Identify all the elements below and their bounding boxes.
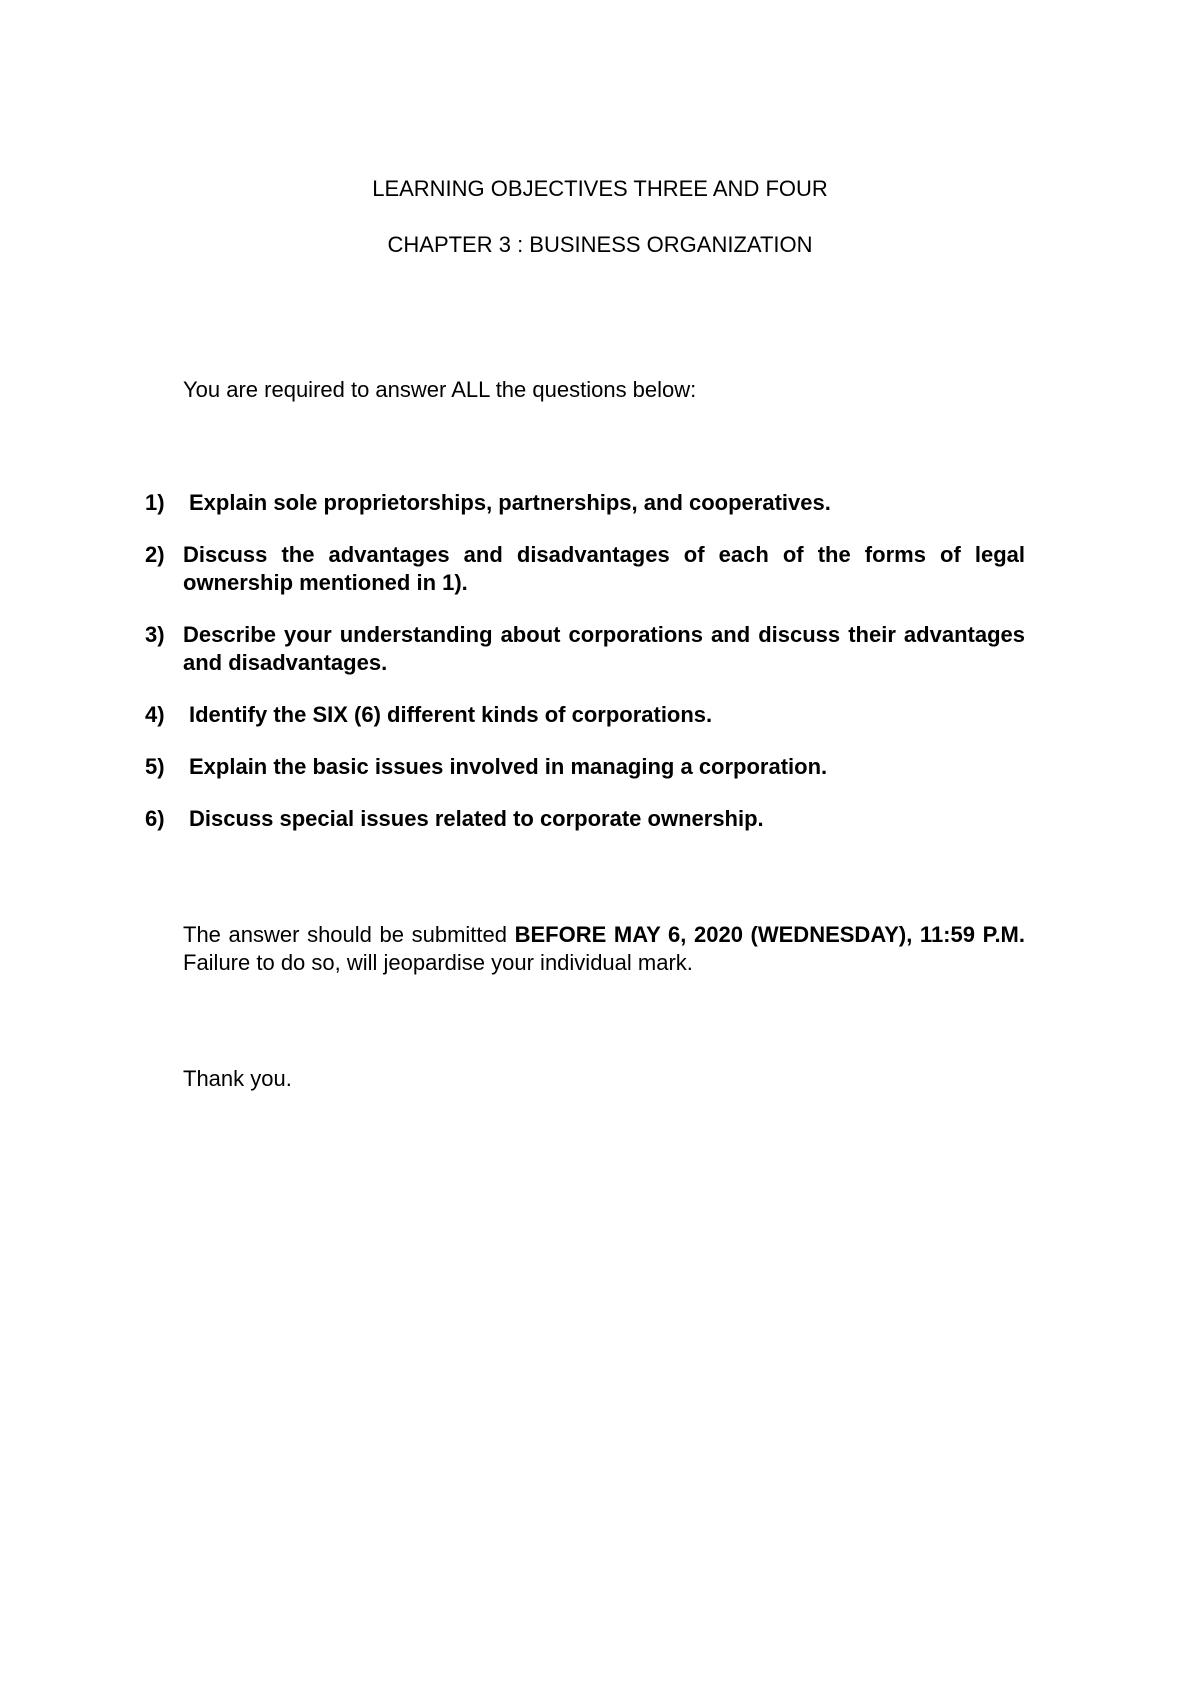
question-item bbox=[145, 489, 1025, 517]
question-number: 6) bbox=[145, 806, 165, 831]
document-heading: LEARNING OBJECTIVES THREE AND FOUR bbox=[372, 176, 828, 201]
question-item bbox=[145, 701, 1025, 729]
question-item bbox=[145, 753, 1025, 781]
submission-deadline bbox=[183, 921, 1038, 977]
question-item bbox=[145, 805, 1025, 833]
question-text: Discuss the advantages and disadvantages of each of the forms of legal ownership mentioned in 1). bbox=[183, 542, 1025, 595]
deadline-warning: Failure to do so, will jeopardise your individual mark. bbox=[183, 922, 1038, 975]
deadline-prefix: The answer should be submitted bbox=[183, 922, 515, 947]
question-text: Explain sole proprietorships, partnerships, and cooperatives. bbox=[189, 490, 831, 515]
question-number: 1) bbox=[145, 490, 165, 515]
question-list bbox=[145, 489, 1025, 857]
question-text: Explain the basic issues involved in managing a corporation. bbox=[189, 754, 828, 779]
question-text: Identify the SIX (6) different kinds of corporations. bbox=[189, 702, 713, 727]
question-number: 5) bbox=[145, 754, 165, 779]
question-number: 3) bbox=[145, 622, 165, 647]
question-text: Discuss special issues related to corporate ownership. bbox=[189, 806, 764, 831]
question-item bbox=[145, 541, 1025, 597]
question-number: 4) bbox=[145, 702, 165, 727]
deadline-date: BEFORE MAY 6, 2020 (WEDNESDAY), 11:59 P.M. bbox=[514, 922, 1025, 947]
question-text: Describe your understanding about corporations and discuss their advantages and disadvantages. bbox=[183, 622, 1025, 675]
chapter-heading: CHAPTER 3 : BUSINESS ORGANIZATION bbox=[387, 232, 813, 257]
closing-text: Thank you. bbox=[183, 1066, 292, 1091]
question-item bbox=[145, 621, 1025, 677]
instructions-text: You are required to answer ALL the questions below: bbox=[183, 377, 697, 402]
question-number: 2) bbox=[145, 542, 165, 567]
